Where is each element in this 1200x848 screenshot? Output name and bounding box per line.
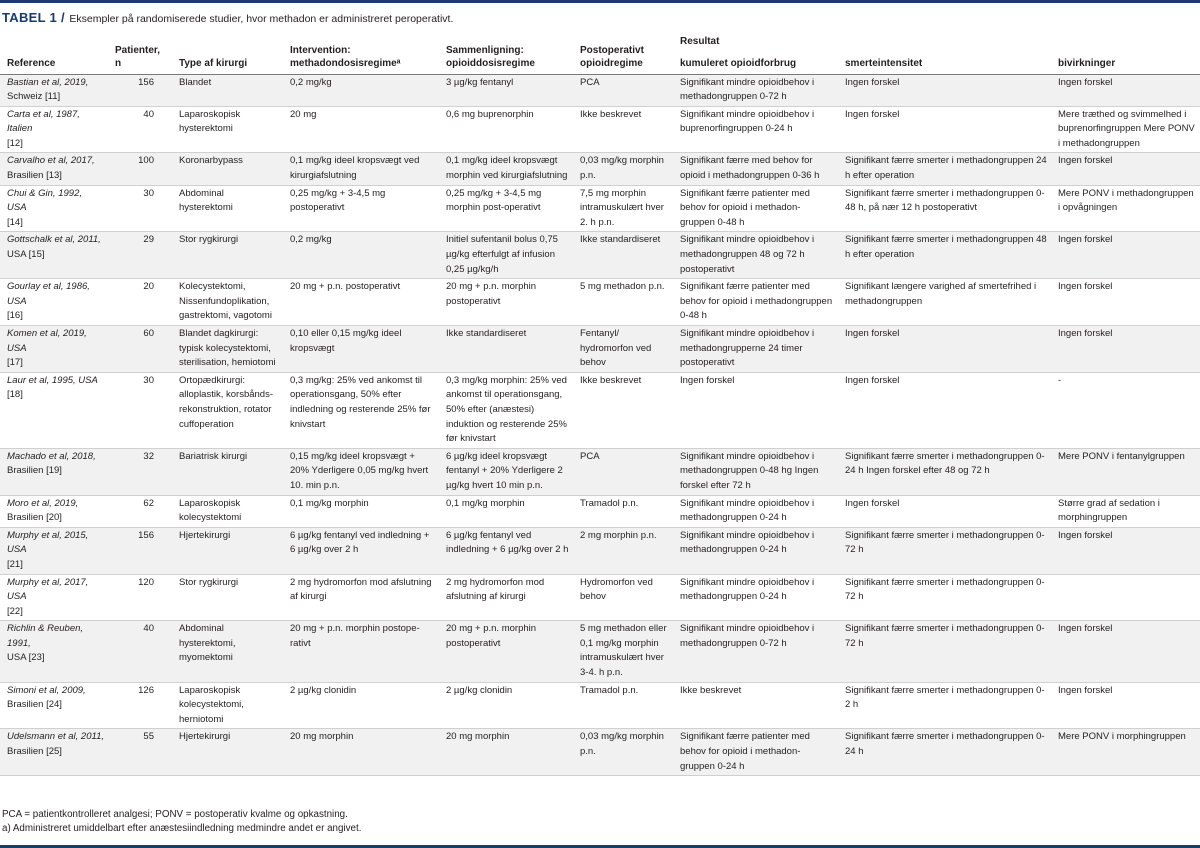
cell-comparison: 0,6 mg buprenorphin [439, 106, 573, 153]
cell-postop: 0,03 mg/kg morphin p.n. [573, 153, 673, 185]
cell-comparison: 6 µg/kg ideel kropsvægt fentanyl + 20% Yderligere 2 µg/kg hvert 10 min p.n. [439, 448, 573, 495]
table-row [0, 326, 1200, 373]
reference-line-2: USA [23] [7, 652, 45, 664]
cell-patients: 40 [108, 621, 172, 682]
cell-patients: 120 [108, 574, 172, 621]
table-row [0, 372, 1200, 448]
cell-postop: Fentanyl/ hydromorfon ved behov [573, 326, 673, 373]
reference-line-2: [16] [7, 310, 23, 322]
cell-side-effects: Mere PONV i fentanylgruppen [1051, 448, 1200, 495]
cell-postop: Tramadol p.n. [573, 495, 673, 527]
cell-patients: 30 [108, 372, 172, 448]
cell-surgery: Blandet dagkirurgi: typisk kolecystektomi, sterilisation, hemiotomi [172, 326, 283, 373]
header-opioid-use: kumuleret opioidforbrug [673, 49, 838, 75]
cell-pain: Signifikant færre smerter i methadongruppen 24 h efter operation [838, 153, 1051, 185]
reference-line-2: USA [15] [7, 249, 45, 261]
header-postop: Postoperativt opioidregime [573, 35, 673, 74]
cell-opioid-use: Signifikant mindre opioidbehov i methadongruppen 0-24 h [673, 527, 838, 574]
reference-line-2: Brasilien [20] [7, 512, 62, 524]
reference-line-2: [17] [7, 357, 23, 369]
cell-intervention: 0,25 mg/kg + 3-4,5 mg postoperativt [283, 185, 439, 232]
cell-opioid-use: Signifikant mindre opioidbehov i buprenorfingruppen 0-24 h [673, 106, 838, 153]
reference-line-2: [22] [7, 605, 23, 617]
cell-reference [0, 106, 108, 153]
cell-reference [0, 185, 108, 232]
cell-pain: Signifikant færre smerter i methadongruppen 0-48 h, på nær 12 h postoperativt [838, 185, 1051, 232]
reference-line-1: Murphy et al, 2017, USA [7, 576, 89, 603]
cell-comparison: 2 µg/kg clonidin [439, 682, 573, 729]
cell-opioid-use: Signifikant mindre opioidbehov i methadongruppen 0-72 h [673, 621, 838, 682]
cell-comparison: 0,25 mg/kg + 3-4,5 mg morphin post-operativt [439, 185, 573, 232]
header-reference: Reference [0, 35, 108, 74]
reference-line-1: Carvalho et al, 2017, [7, 155, 95, 167]
reference-line-1: Machado et al, 2018, [7, 450, 96, 462]
header-pain: smerteintensitet [838, 49, 1051, 75]
cell-comparison: 2 mg hydromorfon mod afslutning af kirurgi [439, 574, 573, 621]
cell-comparison: 0,3 mg/kg morphin: 25% ved ankomst til operationsgang, 50% efter (anæstesi) induktion og resterende 25% før knivstart [439, 372, 573, 448]
cell-comparison: 0,1 mg/kg morphin [439, 495, 573, 527]
cell-reference [0, 279, 108, 326]
cell-intervention: 20 mg [283, 106, 439, 153]
reference-line-1: Komen et al, 2019, USA [7, 328, 87, 354]
cell-postop: PCA [573, 448, 673, 495]
cell-reference [0, 74, 108, 106]
reference-line-2: [18] [7, 389, 23, 401]
cell-pain: Signifikant færre smerter i methadongruppen 48 h efter operation [838, 232, 1051, 279]
cell-side-effects: - [1051, 372, 1200, 448]
cell-postop: 0,03 mg/kg morphin p.n. [573, 729, 673, 776]
cell-side-effects: Ingen forskel [1051, 153, 1200, 185]
cell-reference [0, 495, 108, 527]
cell-pain: Ingen forskel [838, 326, 1051, 373]
reference-line-1: Carta et al, 1987, Italien [7, 108, 80, 135]
cell-pain: Ingen forskel [838, 495, 1051, 527]
top-rule [0, 0, 1200, 3]
reference-line-2: Brasilien [13] [7, 170, 62, 182]
header-side-effects: bivirkninger [1051, 49, 1200, 75]
cell-comparison: 20 mg + p.n. morphin postoperativt [439, 279, 573, 326]
cell-opioid-use: Signifikant mindre opioidbehov i methadongrupperne 24 timer postoperativt [673, 326, 838, 373]
table-row [0, 729, 1200, 776]
cell-patients: 100 [108, 153, 172, 185]
reference-line-2: Brasilien [19] [7, 465, 62, 477]
cell-comparison: 3 µg/kg fentanyl [439, 74, 573, 106]
cell-surgery: Abdominal hysterektomi [172, 185, 283, 232]
cell-opioid-use: Signifikant mindre opioidbehov i methadongruppen 0-24 h [673, 574, 838, 621]
table-row [0, 153, 1200, 185]
cell-side-effects: Mere PONV i morphingruppen [1051, 729, 1200, 776]
table-title: Eksempler på randomiserede studier, hvor methadon er administreret peroperativt. [69, 13, 454, 25]
cell-surgery: Stor rygkirurgi [172, 574, 283, 621]
cell-opioid-use: Signifikant færre patienter med behov for opioid i methadon-gruppen 0-48 h [673, 185, 838, 232]
cell-pain: Signifikant færre smerter i methadongruppen 0-24 h Ingen forskel efter 48 og 72 h [838, 448, 1051, 495]
cell-patients: 62 [108, 495, 172, 527]
footnote-abbreviations: PCA = patientkontrolleret analgesi; PONV = postoperativ kvalme og opkastning. [2, 809, 348, 820]
reference-line-1: Richlin & Reuben, 1991, [7, 623, 84, 649]
cell-surgery: Hjertekirurgi [172, 527, 283, 574]
cell-intervention: 0,1 mg/kg morphin [283, 495, 439, 527]
header-intervention: Intervention: methadondosisregimeᵃ [283, 35, 439, 74]
reference-line-1: Gourlay et al, 1986, USA [7, 281, 90, 307]
table-row [0, 574, 1200, 621]
cell-reference [0, 372, 108, 448]
cell-intervention: 0,15 mg/kg ideel kropsvægt + 20% Yderligere 0,05 mg/kg hvert 10. min p.n. [283, 448, 439, 495]
cell-reference [0, 574, 108, 621]
header-patients: Patienter, n [108, 35, 172, 74]
cell-opioid-use: Signifikant færre med behov for opioid i methadongruppen 0-36 h [673, 153, 838, 185]
cell-patients: 20 [108, 279, 172, 326]
cell-pain: Signifikant længere varighed af smertefrihed i methadongruppen [838, 279, 1051, 326]
cell-intervention: 6 µg/kg fentanyl ved indledning + 6 µg/kg over 2 h [283, 527, 439, 574]
cell-side-effects: Mere PONV i methadongruppen i opvågningen [1051, 185, 1200, 232]
cell-postop: Ikke standardiseret [573, 232, 673, 279]
cell-reference [0, 448, 108, 495]
cell-postop: Tramadol p.n. [573, 682, 673, 729]
cell-opioid-use: Signifikant mindre opioidbehov i methadongruppen 0-24 h [673, 495, 838, 527]
cell-opioid-use: Ingen forskel [673, 372, 838, 448]
reference-line-1: Moro et al, 2019, [7, 497, 79, 509]
cell-reference [0, 527, 108, 574]
cell-postop: 5 mg methadon p.n. [573, 279, 673, 326]
table-row [0, 106, 1200, 153]
reference-line-2: [21] [7, 558, 23, 570]
cell-patients: 29 [108, 232, 172, 279]
cell-side-effects: Ingen forskel [1051, 682, 1200, 729]
header-result-group: Resultat [680, 36, 720, 47]
table-label: TABEL 1 / [2, 10, 65, 25]
cell-patients: 40 [108, 106, 172, 153]
reference-line-2: [14] [7, 216, 23, 228]
cell-side-effects [1051, 574, 1200, 621]
cell-surgery: Abdominal hysterektomi, myomektomi [172, 621, 283, 682]
cell-opioid-use: Signifikant mindre opioidbehov i methadongruppen 0-72 h [673, 74, 838, 106]
header-surgery: Type af kirurgi [172, 35, 283, 74]
cell-side-effects: Ingen forskel [1051, 74, 1200, 106]
cell-surgery: Hjertekirurgi [172, 729, 283, 776]
reference-line-2: [12] [7, 137, 23, 149]
cell-postop: 7,5 mg morphin intramuskulært hver 2. h p.n. [573, 185, 673, 232]
cell-reference [0, 232, 108, 279]
reference-line-1: Laur et al, 1995, USA [7, 374, 98, 386]
cell-comparison: 6 µg/kg fentanyl ved indledning + 6 µg/kg over 2 h [439, 527, 573, 574]
table-row [0, 279, 1200, 326]
cell-side-effects: Større grad af sedation i morphingruppen [1051, 495, 1200, 527]
cell-patients: 30 [108, 185, 172, 232]
cell-side-effects: Ingen forskel [1051, 279, 1200, 326]
cell-pain: Signifikant færre smerter i methadongruppen 0-2 h [838, 682, 1051, 729]
cell-intervention: 2 µg/kg clonidin [283, 682, 439, 729]
reference-line-2: Schweiz [11] [7, 91, 61, 103]
table-row [0, 527, 1200, 574]
cell-reference [0, 326, 108, 373]
cell-patients: 60 [108, 326, 172, 373]
cell-patients: 55 [108, 729, 172, 776]
cell-intervention: 0,10 eller 0,15 mg/kg ideel kropsvægt [283, 326, 439, 373]
cell-intervention: 0,2 mg/kg [283, 232, 439, 279]
cell-surgery: Koronarbypass [172, 153, 283, 185]
cell-surgery: Ortopædkirurgi: alloplastik, korsbånds-rekonstruktion, rotator cuffoperation [172, 372, 283, 448]
table-row [0, 232, 1200, 279]
reference-line-1: Udelsmann et al, 2011, [7, 731, 104, 743]
cell-surgery: Laparoskopisk kolecystektomi [172, 495, 283, 527]
cell-reference [0, 621, 108, 682]
cell-reference [0, 153, 108, 185]
table-caption [2, 9, 453, 27]
reference-line-2: Brasilien [25] [7, 746, 62, 758]
table-row [0, 621, 1200, 682]
cell-patients: 126 [108, 682, 172, 729]
cell-intervention: 20 mg + p.n. morphin postope-rativt [283, 621, 439, 682]
cell-postop: PCA [573, 74, 673, 106]
cell-postop: Ikke beskrevet [573, 106, 673, 153]
cell-pain: Signifikant færre smerter i methadongruppen 0-72 h [838, 574, 1051, 621]
cell-opioid-use: Ikke beskrevet [673, 682, 838, 729]
table-row [0, 448, 1200, 495]
cell-pain: Ingen forskel [838, 372, 1051, 448]
cell-pain: Ingen forskel [838, 106, 1051, 153]
cell-opioid-use: Signifikant mindre opioidbehov i methadongruppen 48 og 72 h postoperativt [673, 232, 838, 279]
cell-comparison: Ikke standardiseret [439, 326, 573, 373]
reference-line-1: Murphy et al, 2015, USA [7, 529, 89, 556]
cell-opioid-use: Signifikant færre patienter med behov for opioid i methadon-gruppen 0-24 h [673, 729, 838, 776]
cell-comparison: 0,1 mg/kg ideel kropsvægt morphin ved kirurgiafslutning [439, 153, 573, 185]
cell-patients: 156 [108, 74, 172, 106]
cell-opioid-use: Signifikant mindre opioidbehov i methadongruppen 0-48 hg Ingen forskel efter 72 h [673, 448, 838, 495]
cell-intervention: 2 mg hydromorfon mod afslutning af kirurgi [283, 574, 439, 621]
cell-surgery: Stor rygkirurgi [172, 232, 283, 279]
cell-pain: Signifikant færre smerter i methadongruppen 0-24 h [838, 729, 1051, 776]
reference-line-1: Bastian et al, 2019, [7, 76, 89, 88]
cell-side-effects: Ingen forskel [1051, 232, 1200, 279]
cell-patients: 156 [108, 527, 172, 574]
cell-side-effects: Ingen forskel [1051, 326, 1200, 373]
reference-line-1: Simoni et al, 2009, [7, 684, 86, 696]
cell-intervention: 20 mg + p.n. postoperativt [283, 279, 439, 326]
cell-intervention: 0,1 mg/kg ideel kropsvægt ved kirurgiafslutning [283, 153, 439, 185]
cell-postop: 2 mg morphin p.n. [573, 527, 673, 574]
cell-surgery: Kolecystektomi, Nissenfundoplikation, gastrektomi, vagotomi [172, 279, 283, 326]
cell-surgery: Blandet [172, 74, 283, 106]
cell-reference [0, 682, 108, 729]
cell-opioid-use: Signifikant færre patienter med behov for opioid i methadongruppen 0-48 h [673, 279, 838, 326]
table-row [0, 682, 1200, 729]
cell-intervention: 0,2 mg/kg [283, 74, 439, 106]
cell-pain: Ingen forskel [838, 74, 1051, 106]
reference-line-2: Brasilien [24] [7, 699, 62, 711]
table-row [0, 74, 1200, 106]
cell-pain: Signifikant færre smerter i methadongruppen 0-72 h [838, 621, 1051, 682]
cell-comparison: Initiel sufentanil bolus 0,75 µg/kg efterfulgt af infusion 0,25 µg/kg/h [439, 232, 573, 279]
cell-postop: Ikke beskrevet [573, 372, 673, 448]
footnotes [2, 808, 361, 836]
table-row [0, 185, 1200, 232]
cell-reference [0, 729, 108, 776]
table-row [0, 495, 1200, 527]
cell-postop: 5 mg methadon eller 0,1 mg/kg morphin intramuskulært hver 3-4. h p.n. [573, 621, 673, 682]
cell-surgery: Laparoskopisk kolecystektomi, herniotomi [172, 682, 283, 729]
cell-comparison: 20 mg + p.n. morphin postoperativt [439, 621, 573, 682]
cell-patients: 32 [108, 448, 172, 495]
cell-surgery: Bariatrisk kirurgi [172, 448, 283, 495]
studies-table [0, 35, 1200, 776]
cell-side-effects: Ingen forskel [1051, 621, 1200, 682]
reference-line-1: Chui & Gin, 1992, USA [7, 187, 82, 214]
reference-line-1: Gottschalk et al, 2011, [7, 234, 101, 246]
cell-intervention: 20 mg morphin [283, 729, 439, 776]
footnote-a: a) Administreret umiddelbart efter anæstesiindledning medmindre andet er angivet. [2, 823, 362, 834]
cell-comparison: 20 mg morphin [439, 729, 573, 776]
header-comparison: Sammenligning: opioiddosisregime [439, 35, 573, 74]
cell-side-effects: Ingen forskel [1051, 527, 1200, 574]
cell-pain: Signifikant færre smerter i methadongruppen 0-72 h [838, 527, 1051, 574]
cell-side-effects: Mere træthed og svimmelhed i buprenorfingruppen Mere PONV i methadongruppen [1051, 106, 1200, 153]
cell-intervention: 0,3 mg/kg: 25% ved ankomst til operationsgang, 50% efter indledning og resterende 25% før knivstart [283, 372, 439, 448]
cell-postop: Hydromorfon ved behov [573, 574, 673, 621]
cell-surgery: Laparoskopisk hysterektomi [172, 106, 283, 153]
